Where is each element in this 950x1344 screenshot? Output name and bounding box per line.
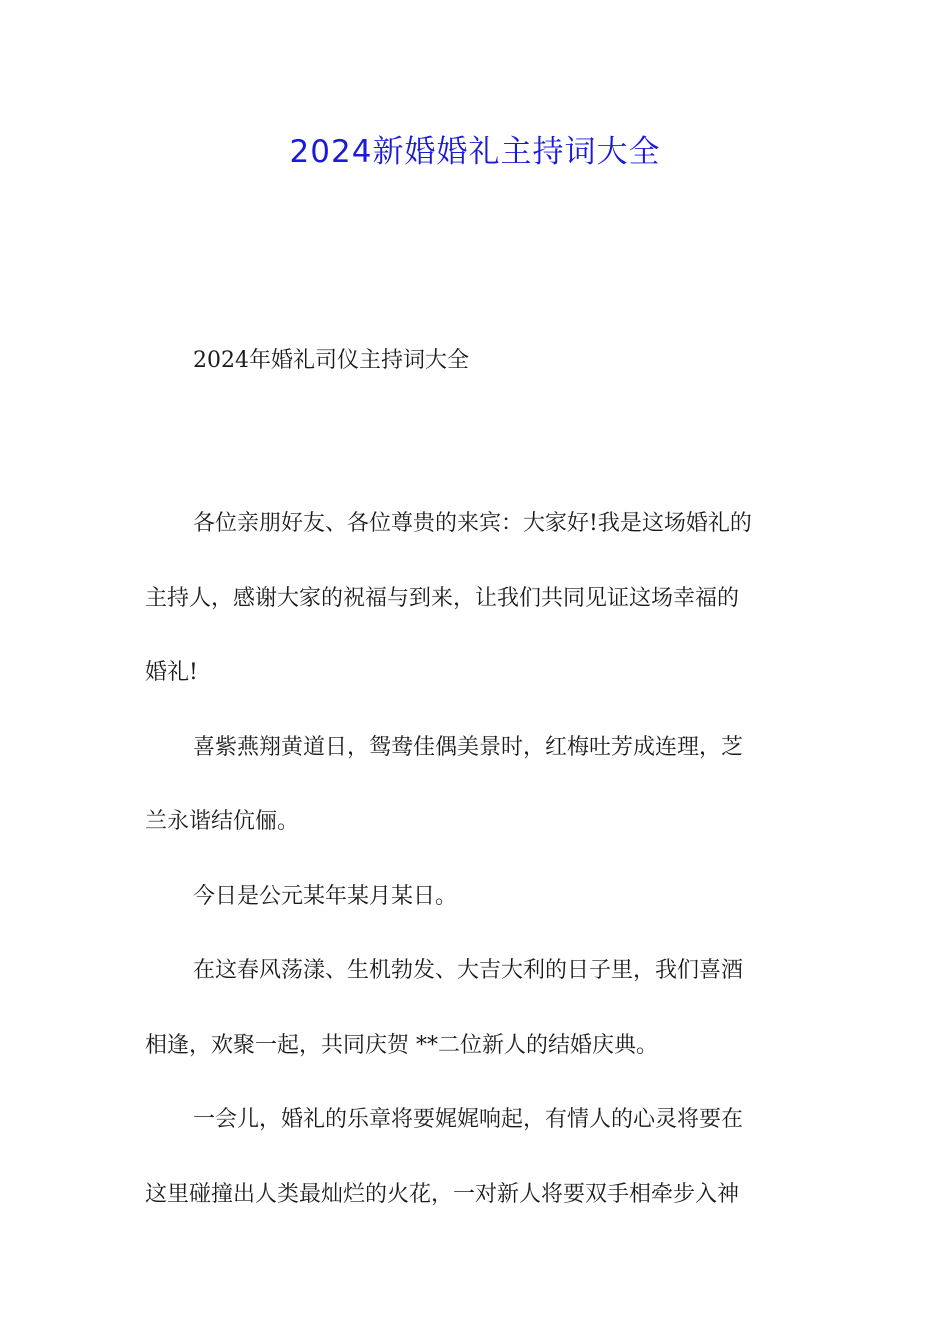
document-subtitle: 2024年婚礼司仪主持词大全 — [193, 348, 469, 373]
document-body — [145, 487, 807, 1232]
body-line: 这里碰撞出人类最灿烂的火花，一对新人将要双手相牵步入神 — [145, 1181, 740, 1207]
body-line: 主持人，感谢大家的祝福与到来，让我们共同见证这场幸福的 — [145, 585, 740, 611]
body-line: 兰永谐结伉俪。 — [145, 809, 300, 834]
body-line: 一会儿，婚礼的乐章将要娓娓响起，有情人的心灵将要在 — [193, 1107, 744, 1132]
body-line: 在这春风荡漾、生机勃发、大吉大利的日子里，我们喜酒 — [193, 958, 744, 983]
body-line: 喜紫燕翔黄道日，鸳鸯佳偶美景时，红梅吐芳成连理，芝 — [193, 734, 744, 760]
body-line: 今日是公元某年某月某日。 — [193, 883, 458, 909]
body-line: 各位亲朋好友、各位尊贵的来宾：大家好!我是这场婚礼的 — [193, 511, 752, 536]
document-title: 2024新婚婚礼主持词大全 — [289, 134, 661, 170]
body-line: 婚礼! — [145, 660, 198, 685]
body-line: 相逢，欢聚一起，共同庆贺 **二位新人的结婚庆典。 — [145, 1032, 658, 1058]
